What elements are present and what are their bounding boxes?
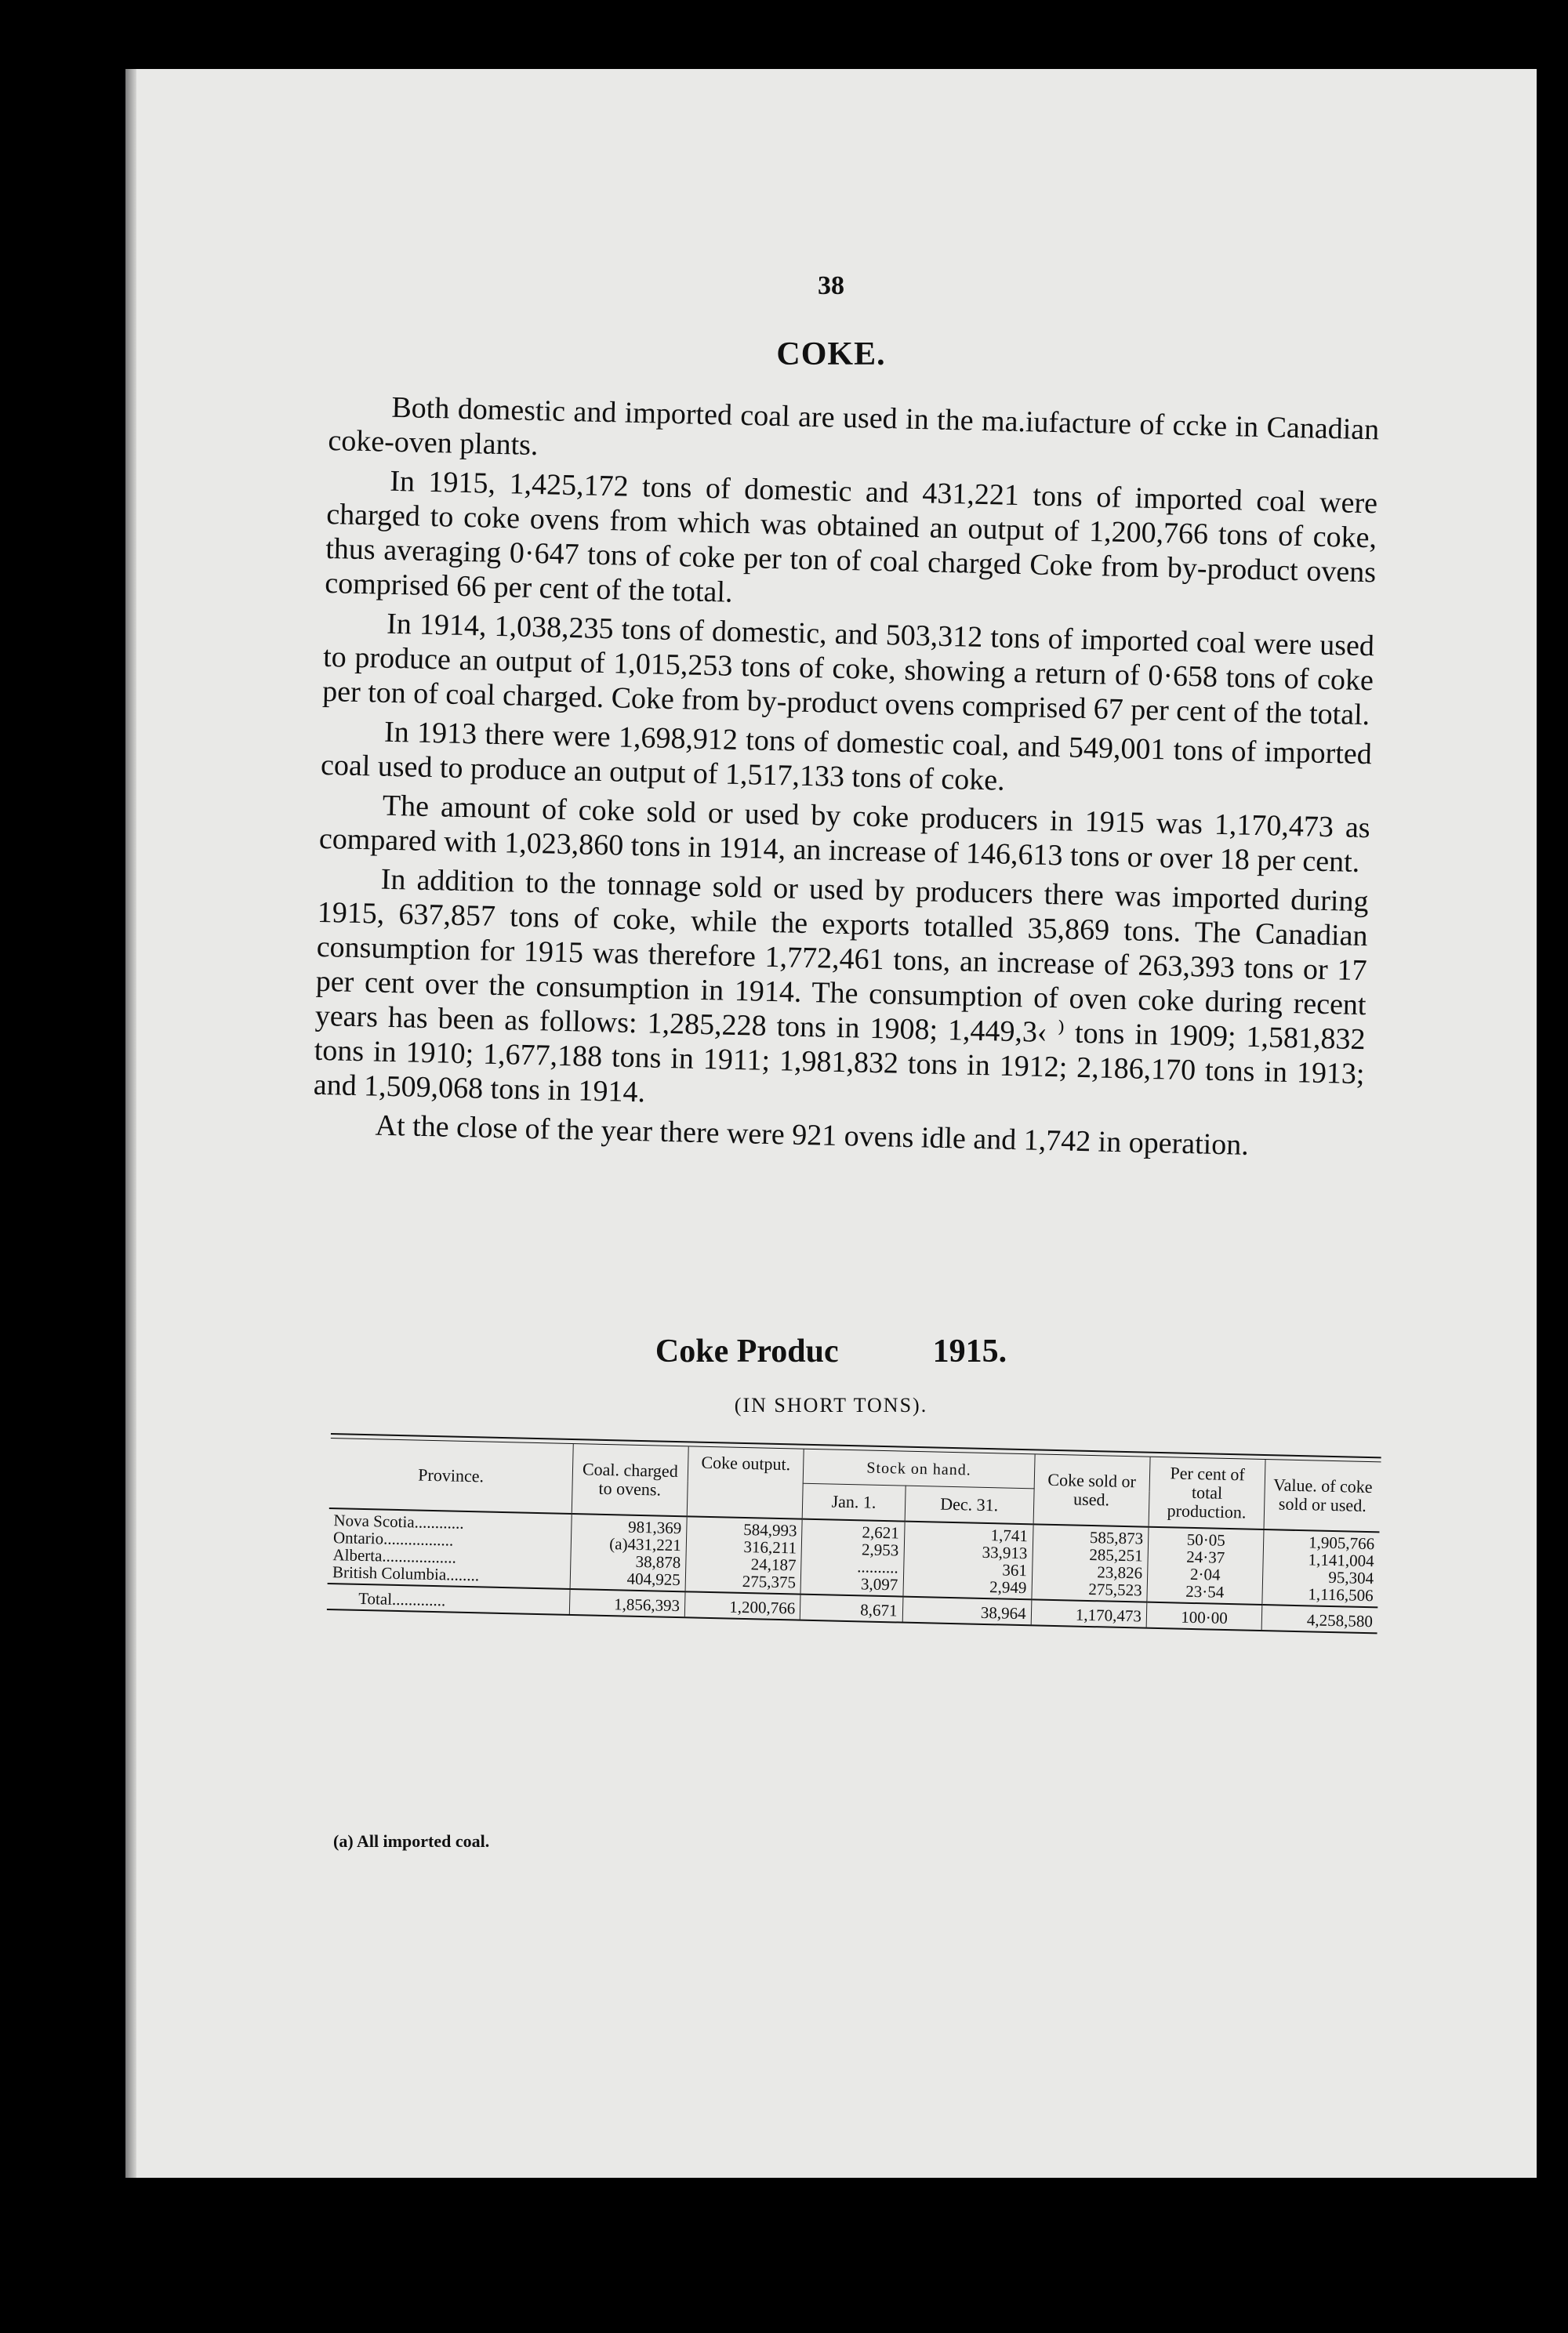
header-province: Province. [329,1439,573,1514]
value-cell: 1,905,766 1,141,004 95,304 1,116,506 [1308,1533,1375,1606]
header-value: Value. of coke sold or used. [1264,1460,1381,1532]
stock-jan-cell: 2,621 2,953 .......... 3,097 [800,1519,904,1597]
total-per-cent: 100·00 [1146,1602,1262,1630]
header-coke-sold: Coke sold or used. [1033,1454,1150,1526]
per-cent-cell: 50·05 24·37 2·04 23·54 [1147,1527,1264,1605]
paragraph: In 1915, 1,425,172 tons of domestic and 431,221 tons of imported coal were charged to coke ovens from which was obtained an output of 1,200,766 tons of coke, thus averaging 0·647 tons of coke per ton of coal charged Coke from by-product ovens comprised 66 per cent of the total. [324,464,1378,609]
header-jan: Jan. 1. [802,1484,905,1522]
body-text [312,389,1380,1170]
coke-production-table [327,1433,1381,1634]
table-footnote: (a) All imported coal. [333,1831,490,1851]
paragraph: Both domestic and imported coal are used in the ma.iufacture of ccke in Canadian coke-oven plants. [328,390,1380,463]
paragraph: At the close of the year there were 921 ovens idle and 1,742 in operation. [375,1108,1250,1162]
header-stock-on-hand: Stock on hand. [803,1450,1034,1489]
total-coke-output: 1,200,766 [684,1591,800,1619]
page-number: 38 [818,271,844,300]
total-coal-charged: 1,856,393 [569,1589,685,1616]
total-label: Total............. [327,1584,570,1614]
province-cell: Nova Scotia............ Ontario................. Alberta.................. British Columbia........ [328,1508,572,1589]
document-page [125,69,1537,2178]
table-subtitle: (IN SHORT TONS). [734,1394,928,1417]
paragraph: In 1913 there were 1,698,912 tons of domestic coal, and 549,001 tons of imported coal used to produce an output of 1,517,133 tons of coke. [320,715,1373,797]
coke-output-cell: 584,993 316,211 24,187 275,375 [685,1516,802,1594]
stock-dec-cell: 1,741 33,913 361 2,949 [902,1522,1033,1600]
paragraph: The amount of coke sold or used by coke producers in 1915 was 1,170,473 as compared with 1,023,860 tons in 1914, an increase of 146,613 tons or over 18 per cent. [318,789,1371,879]
coal-charged-cell: 981,369 (a)431,221 38,878 404,925 [570,1514,687,1591]
total-coke-sold: 1,170,473 [1031,1599,1147,1627]
header-coke-output: Coke output. [687,1446,804,1518]
table-title-year: 1915. [932,1333,1007,1370]
total-value: 4,258,580 [1261,1605,1377,1632]
total-stock-jan: 8,671 [800,1595,902,1622]
coke-sold-cell: 585,873 285,251 23,826 275,523 [1032,1524,1149,1602]
section-heading: COKE. [776,336,886,372]
paragraph: In addition to the tonnage sold or used by producers there was imported during 1915, 637,857 tons of coke, while the exports totalled 35,869 tons. The Canadian consumption for 1915 was therefore 1,772,461 tons, an increase of 263,393 tons or 17 per cent over the consumption in 1914. The consumption of oven coke during recent years has been as follows: 1,285,228 tons in 1908; 1,449,3‹ ⁾ tons in 1909; 1,581,832 tons in 1910; 1,677,188 tons in 1911; 1,981,832 tons in 1912; 2,186,170 tons in 1913; and 1,509,068 tons in 1914. [313,862,1369,1109]
paragraph: In 1914, 1,038,235 tons of domestic, and 503,312 tons of imported coal were used to produce an output of 1,015,253 tons of coke, showing a return of 0·658 tons of coke per ton of coal charged. Coke from by-product ovens comprised 67 per cent of the total. [321,607,1375,732]
table-title [125,1333,1537,1370]
header-dec: Dec. 31. [905,1486,1034,1525]
table-title-left: Coke Produc [655,1333,839,1370]
header-coal-charged: Coal. charged to ovens. [572,1444,688,1516]
header-per-cent: Per cent of total production. [1149,1457,1265,1529]
data-table [327,1439,1381,1632]
total-stock-dec: 38,964 [902,1597,1032,1625]
